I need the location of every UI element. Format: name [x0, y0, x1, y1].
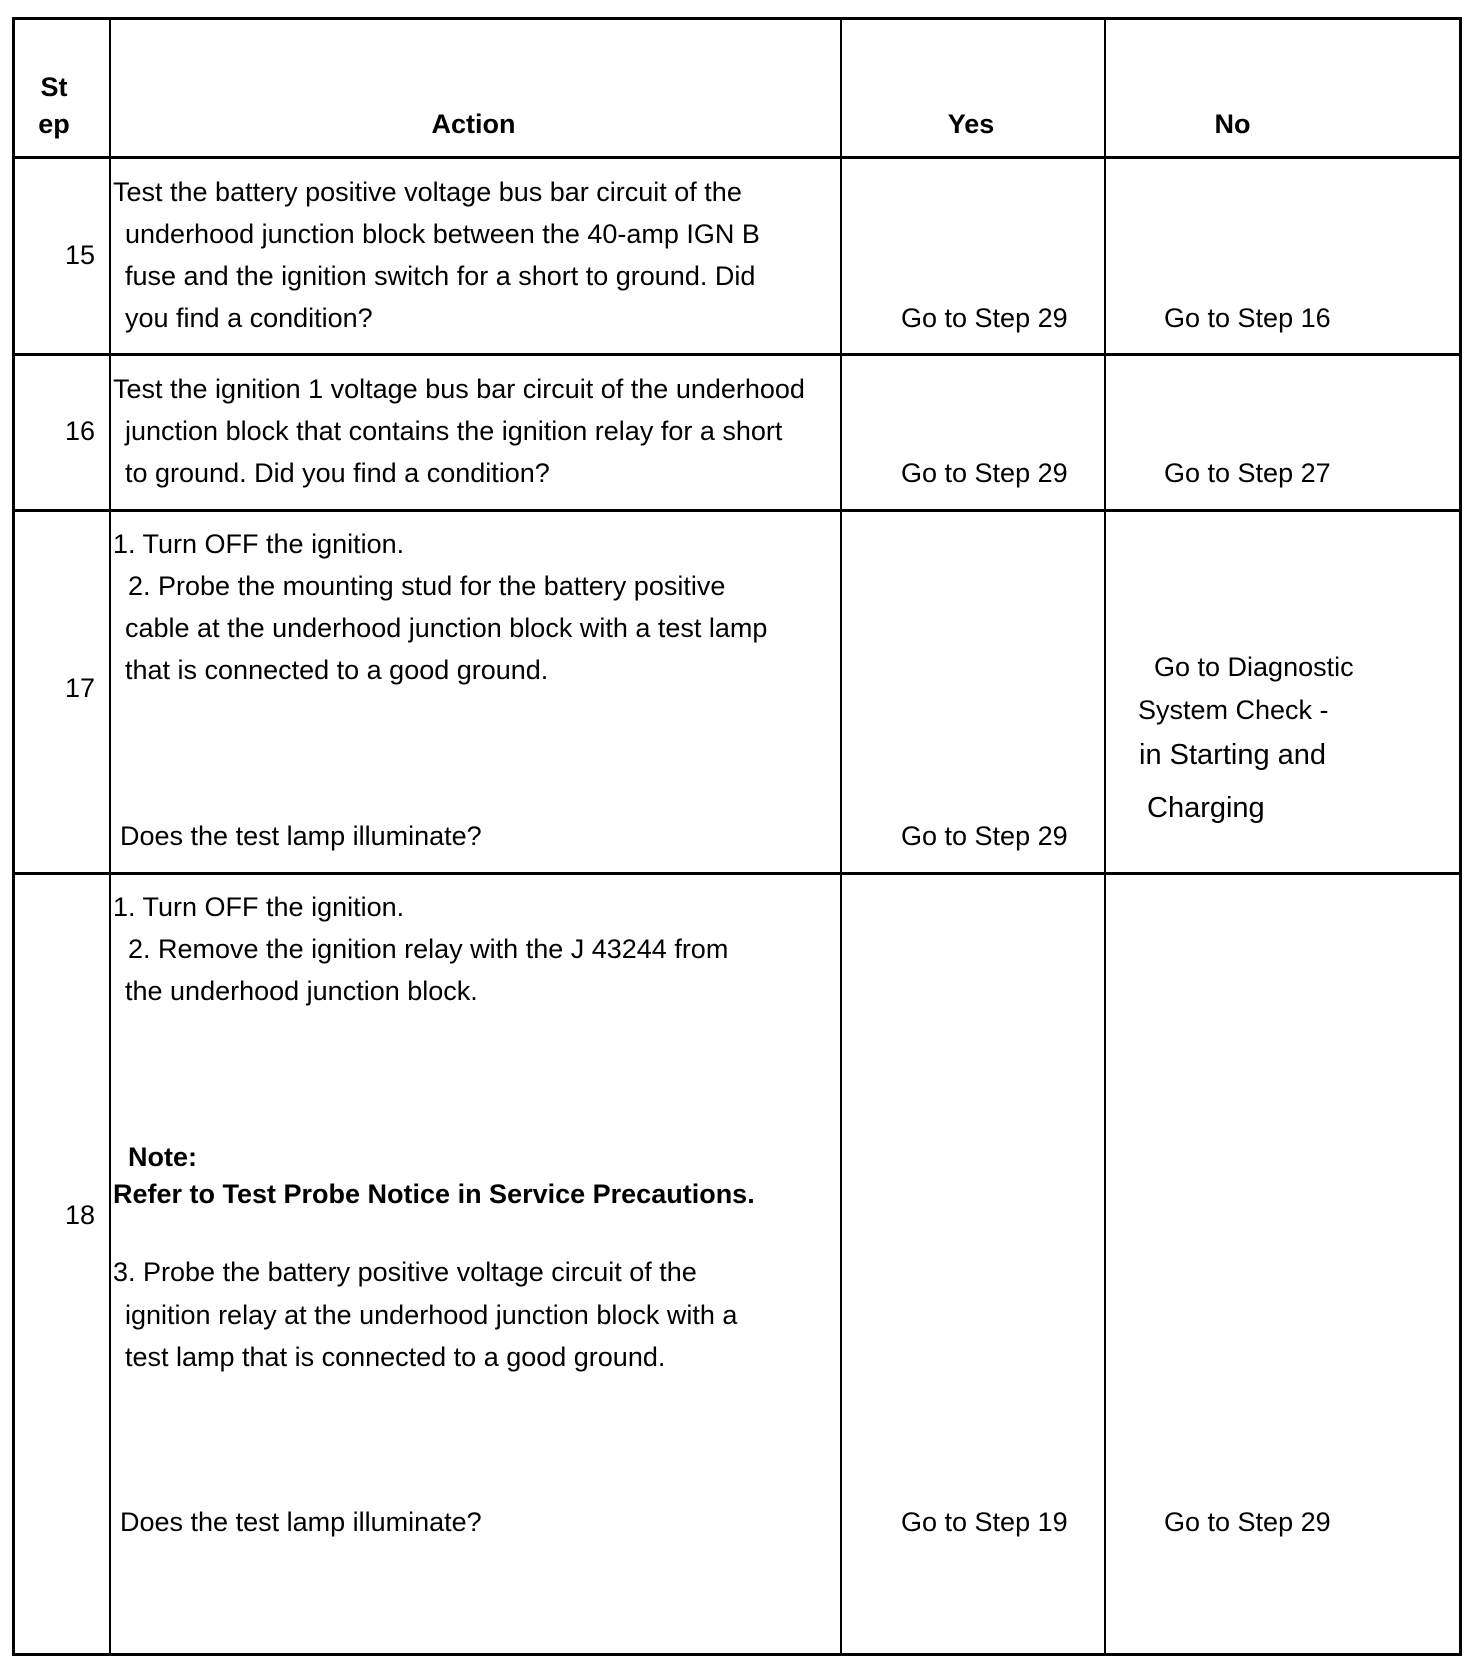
row18-yes: Go to Step 19: [901, 1507, 1068, 1537]
row15-yes: Go to Step 29: [901, 303, 1068, 333]
row17-no-line1: Go to Diagnostic: [1154, 652, 1354, 682]
row18-note-label: Note:: [128, 1142, 197, 1172]
row18-action-question: Does the test lamp illuminate?: [120, 1507, 482, 1537]
row16-action-line3: to ground. Did you find a condition?: [125, 458, 550, 488]
column-divider-yes: [1104, 20, 1106, 1653]
header-yes: Yes: [947, 109, 995, 139]
row17-no-line2: System Check -: [1138, 695, 1329, 725]
row17-action-question: Does the test lamp illuminate?: [120, 821, 482, 851]
row17-no-line4: Charging: [1147, 792, 1265, 824]
row16-action-line2: junction block that contains the ignition relay for a short: [125, 416, 783, 446]
row18-action-line1: 1. Turn OFF the ignition.: [113, 892, 405, 922]
row15-no: Go to Step 16: [1164, 303, 1331, 333]
row-divider-16: [15, 509, 1459, 512]
row17-yes: Go to Step 29: [901, 821, 1068, 851]
row17-action-line1: 1. Turn OFF the ignition.: [113, 529, 405, 559]
row16-action-line1: Test the ignition 1 voltage bus bar circuit of the underhood: [113, 374, 805, 404]
header-action: Action: [431, 109, 516, 139]
step-number-16: 16: [65, 416, 96, 446]
row-divider-17: [15, 872, 1459, 875]
column-divider-action: [840, 20, 842, 1653]
row18-note-text: Refer to Test Probe Notice in Service Precautions.: [113, 1179, 755, 1209]
row18-no: Go to Step 29: [1164, 1507, 1331, 1537]
row-divider-15: [15, 353, 1459, 356]
row15-action-line2: underhood junction block between the 40-amp IGN B: [125, 219, 760, 249]
header-step-line2: ep: [38, 109, 70, 139]
row18-action-line5: ignition relay at the underhood junction block with a: [125, 1300, 738, 1330]
row17-action-line2: 2. Probe the mounting stud for the battery positive: [128, 571, 726, 601]
column-divider-step: [109, 20, 111, 1653]
row18-action-line6: test lamp that is connected to a good ground.: [125, 1342, 666, 1372]
row15-action-line1: Test the battery positive voltage bus bar circuit of the: [113, 177, 742, 207]
step-number-15: 15: [65, 240, 96, 270]
step-number-17: 17: [65, 673, 96, 703]
row15-action-line3: fuse and the ignition switch for a short to ground. Did: [125, 261, 756, 291]
row18-action-line3: the underhood junction block.: [125, 976, 478, 1006]
row17-no-line3: in Starting and: [1139, 739, 1327, 771]
header-step-line1: St: [40, 72, 68, 102]
row18-action-line4: 3. Probe the battery positive voltage circuit of the: [113, 1257, 697, 1287]
header-no: No: [1214, 109, 1251, 139]
row16-no: Go to Step 27: [1164, 458, 1331, 488]
row16-yes: Go to Step 29: [901, 458, 1068, 488]
row17-action-line4: that is connected to a good ground.: [125, 655, 549, 685]
row15-action-line4: you find a condition?: [125, 303, 373, 333]
step-number-18: 18: [65, 1200, 96, 1230]
row-divider-header: [15, 156, 1459, 159]
row17-action-line3: cable at the underhood junction block with a test lamp: [125, 613, 768, 643]
row18-action-line2: 2. Remove the ignition relay with the J 43244 from: [128, 934, 729, 964]
